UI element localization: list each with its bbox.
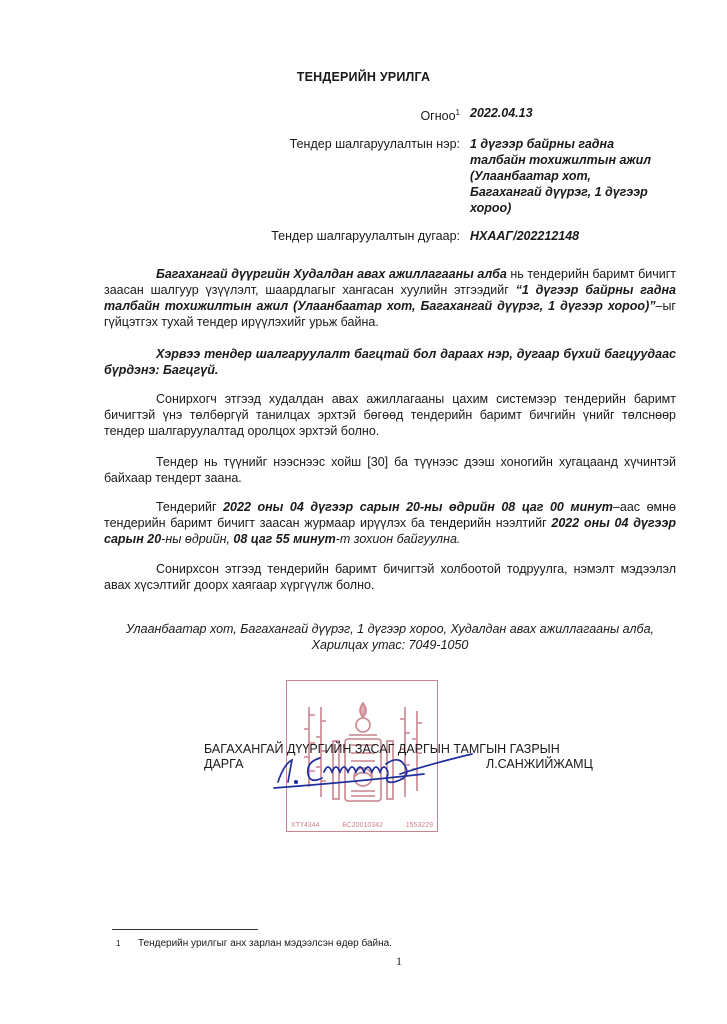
signatory-role: ДАРГА (204, 757, 244, 771)
procurement-office: Багахангай дүүргийн Худалдан авах ажиллагааны алба (156, 267, 507, 281)
tender-name-line: 1 дүгээр байрны гадна (470, 137, 615, 151)
paragraph-text: Тендерийг (156, 500, 224, 514)
opening-date: 2022 оны 04 дүгээр сарын 20 (104, 516, 676, 546)
date-value: 2022.04.13 (470, 106, 533, 120)
tender-number-label: Тендер шалгаруулалтын дугаар: (271, 229, 460, 243)
footnote-text: Тендерийн урилгыг анх зарлан мэдээлсэн өдөр байна. (138, 938, 392, 949)
footnote-divider (112, 929, 258, 930)
tender-name-line: Багахангай дүүрэг, 1 дүгээр (470, 185, 648, 199)
tender-name-line: хороо) (470, 201, 512, 215)
paragraph-text: –аас өмнө тендерийн баримт бичигт заасан журмаар ирүүлэх ба тендерийн нээлтийг (104, 500, 677, 530)
paragraph-text: -ны өдрийн, (161, 532, 234, 546)
seal-code: 1553229 (405, 822, 433, 829)
access-text: Сонирхогч этгээд худалдан авах ажиллагааны цахим системээр тендерийн баримт бичигтэй үнэ төлбөргүй танилцах эрхтэй бөгөөд тендерийн баримт бичгийн үнийг төлснөөр тендер шалгаруулалтад оролцох эрхтэй болно. (104, 392, 676, 438)
tender-number-value: НХААГ/202212148 (470, 229, 580, 243)
handwritten-signature (268, 742, 476, 792)
address-line: Улаанбаатар хот, Багахангай дүүрэг, 1 дүгээр хороо, Худалдан авах ажиллагааны алба, (126, 622, 654, 636)
paragraph-text: -т зохион байгуулна. (335, 532, 461, 546)
paragraph-text: нь тендерийн баримт бичигт заасан шалгуур үзүүлэлт, шаардлагыг хангасан хуулийн этгээдийг (104, 267, 676, 297)
paragraph-lots (104, 346, 676, 378)
opening-time: 08 цаг 55 минут (233, 532, 336, 546)
phone-line: Харилцах утас: 7049-1050 (311, 638, 469, 652)
lots-text: Хэрвээ тендер шалгаруулалт багцтай бол дараах нэр, дугаар бүхий багцуудаас бүрдэнэ: Багцгүй. (104, 347, 676, 377)
document-title: ТЕНДЕРИЙН УРИЛГА (296, 70, 431, 84)
contact-text: Сонирхсон этгээд тендерийн баримт бичигтэй холбоотой тодруулга, нэмэлт мэдээлэл авах хүсэлтийг доорх хаягаар хүргүүлж болно. (104, 562, 676, 592)
tender-number-row (0, 228, 460, 244)
seal-codes (291, 822, 433, 829)
date-footnote-ref: 1 (455, 108, 460, 117)
validity-text: Тендер нь түүнийг нээснээс хойш [30] ба түүнээс дээш хоногийн хугацаанд хүчинтэй байхаар тендерт заана. (104, 455, 676, 485)
seal-code: БС20010342 (342, 822, 383, 829)
tender-name-value (470, 136, 690, 216)
paragraph-validity (104, 454, 676, 486)
project-name: “1 дүгээр байрны гадна талбайн тохижилтын ажил (Улаанбаатар хот, Багахангай дүүрэг, 1 дүгээр хороо)” (104, 283, 676, 313)
paragraph-contact (104, 561, 676, 593)
paragraph-deadline (104, 499, 676, 547)
signatory-name: Л.САНЖИЙЖАМЦ (486, 757, 593, 771)
signatory-organization: БАГАХАНГАЙ ДҮҮРГИЙН ЗАСАГ ДАРГЫН ТАМГЫН ГАЗРЫН (204, 742, 560, 756)
page-number: 1 (396, 954, 402, 968)
paragraph-access (104, 391, 676, 439)
seal-code: ХТҮ4344 (291, 822, 320, 829)
footnote-mark: 1 (116, 939, 121, 948)
paragraph-invitation (104, 266, 676, 330)
tender-name-label: Тендер шалгаруулалтын нэр: (289, 137, 460, 151)
tender-name-line: талбайн тохижилтын ажил (470, 153, 652, 167)
submission-deadline: 2022 оны 04 дүгээр сарын 20-ны өдрийн 08 цаг 00 минут (223, 500, 613, 514)
tender-name-line: (Улаанбаатар хот, (470, 169, 591, 183)
tender-name-row (0, 136, 460, 152)
contact-address (104, 621, 676, 653)
paragraph-text: –ыг гүйцэтгэх тухай тендер ирүүлэхийг урьж байна. (104, 299, 676, 329)
date-label: Огноо$^1$ (420, 108, 460, 124)
date-row (0, 105, 460, 124)
